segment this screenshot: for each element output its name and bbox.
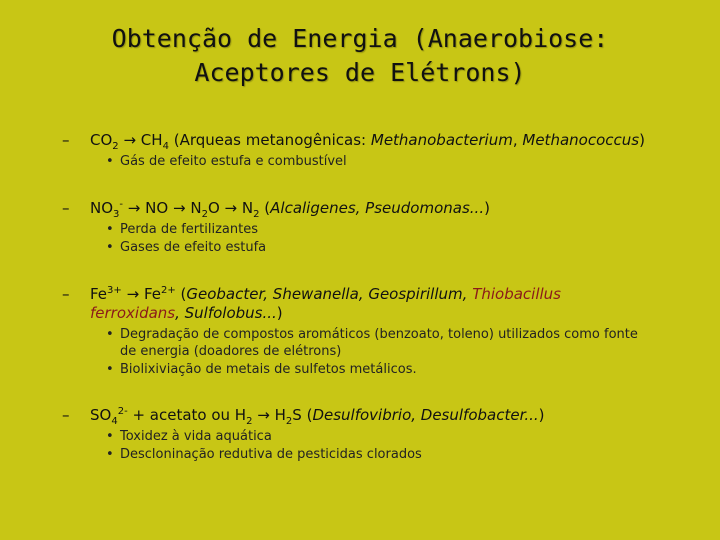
sub-bullet-text: Gás de efeito estufa e combustível (120, 154, 347, 169)
item-methanogenesis (62, 131, 702, 170)
sub-bullet-text: Descloninação redutiva de pesticidas clorados (120, 447, 422, 462)
sub-bullet-text: Gases de efeito estufa (120, 240, 267, 255)
open-paren: ( (306, 406, 313, 424)
formula-no3: NO (90, 199, 114, 217)
slide-title (0, 22, 720, 90)
formula-no: NO (145, 199, 169, 217)
sub-bullet (62, 221, 702, 238)
arrow-icon: → (123, 131, 137, 149)
subscript: 4 (162, 141, 169, 152)
subscript: 3 (113, 209, 120, 220)
title-line-2: Aceptores de Elétrons) (194, 58, 526, 87)
organism-names: , Sulfolobus... (175, 304, 277, 322)
subscript: 2 (285, 416, 293, 427)
item-main-line (62, 131, 702, 150)
sub-bullet-text: de energia (doadores de elétrons) (120, 344, 342, 359)
arrow-icon: → (257, 406, 270, 424)
formula-co2: CO (90, 131, 113, 149)
description: + acetato ou H (127, 406, 247, 424)
formula-n2: N (241, 199, 254, 217)
sub-bullet (62, 446, 702, 463)
sub-bullet-text: Toxidez à vida aquática (120, 429, 272, 444)
subscript: 2 (246, 416, 253, 427)
superscript: 2- (117, 406, 128, 417)
bullet-icon: • (106, 154, 114, 169)
sub-bullet-text: Perda de fertilizantes (120, 222, 258, 237)
formula-so4: SO (90, 406, 112, 424)
bullet-icon: • (106, 362, 114, 377)
subscript: 4 (111, 416, 118, 427)
highlighted-organism: ferroxidans (90, 304, 176, 322)
dash-marker: – (62, 131, 70, 149)
close-paren: ) (639, 131, 645, 149)
bullet-icon: • (106, 447, 114, 462)
item-main-line (62, 199, 702, 218)
sub-bullet (62, 153, 702, 170)
bullet-icon: • (106, 429, 114, 444)
item-denitrification (62, 199, 702, 256)
open-paren: ( (180, 285, 187, 303)
open-paren: ( (264, 199, 271, 217)
sub-bullet (62, 428, 702, 445)
item-sulfate-reduction (62, 406, 702, 463)
sub-bullet (62, 326, 702, 360)
item-iron-reduction (62, 285, 702, 378)
close-paren: ) (276, 304, 283, 322)
item-main-line (62, 406, 702, 425)
title-line-1: Obtenção de Energia (Anaerobiose: (111, 24, 609, 53)
dash-marker: – (62, 285, 70, 303)
superscript: 3+ (107, 285, 122, 296)
organism-names: Geobacter, Shewanella, Geospirillum, (186, 285, 473, 303)
dash-marker: – (62, 406, 70, 424)
sub-bullet (62, 361, 702, 378)
formula-part: O (207, 199, 220, 217)
organism-names: Desulfovibrio, Desulfobacter... (312, 406, 539, 424)
sub-bullet-text: Degradação de compostos aromáticos (benzoato, toleno) utilizados como fonte (120, 327, 638, 342)
superscript: 2+ (160, 285, 176, 296)
sub-bullet (62, 239, 702, 256)
formula-n2o: N (190, 199, 202, 217)
item-main-line (62, 285, 702, 323)
organism-name: Methanobacterium (370, 131, 513, 149)
formula-part: S (292, 406, 302, 424)
formula-fe2: Fe (143, 285, 161, 303)
subscript: 2 (201, 209, 208, 220)
bullet-icon: • (106, 240, 114, 255)
arrow-icon: → (126, 285, 140, 303)
superscript: - (119, 199, 124, 210)
sub-bullet-text: Biolixiviação de metais de sulfetos metálicos. (120, 362, 417, 377)
separator: , (512, 131, 523, 149)
arrow-icon: → (224, 199, 238, 217)
dash-marker: – (62, 199, 70, 217)
arrow-icon: → (172, 199, 186, 217)
subscript: 2 (253, 209, 260, 220)
close-paren: ) (538, 406, 545, 424)
highlighted-organism: Thiobacillus (472, 285, 561, 303)
bullet-icon: • (106, 327, 114, 342)
formula-ch4: CH (140, 131, 163, 149)
bullet-icon: • (106, 222, 114, 237)
description: (Arqueas metanogênicas: (173, 131, 371, 149)
arrow-icon: → (127, 199, 141, 217)
formula-h2s: H (274, 406, 286, 424)
close-paren: ) (484, 199, 490, 217)
organism-name: Methanococcus (522, 131, 640, 149)
subscript: 2 (112, 141, 119, 152)
organism-names: Alcaligenes, Pseudomonas... (270, 199, 485, 217)
formula-fe3: Fe (90, 285, 108, 303)
